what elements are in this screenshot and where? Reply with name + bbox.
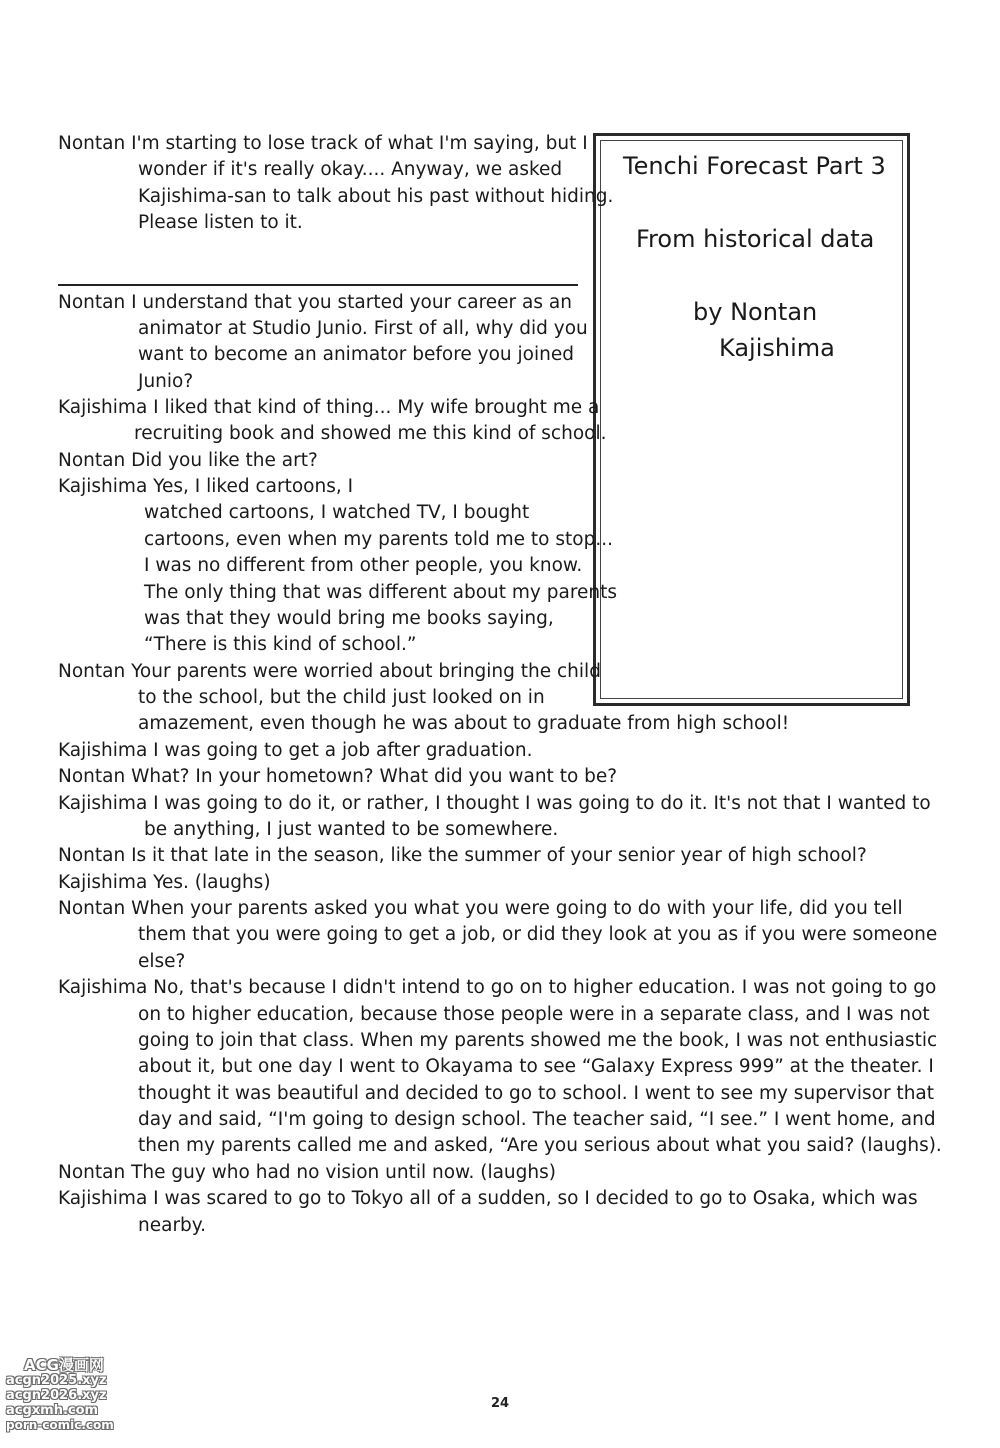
text-line-7: want to become an animator before you joined bbox=[138, 344, 574, 365]
watermark-line-3: acgn2026.xyz bbox=[6, 1388, 107, 1403]
text-line-12: Kajishima Yes, I liked cartoons, I bbox=[58, 476, 354, 497]
text-line-39: Kajishima I was scared to go to Tokyo all of a sudden, so I decided to go to Osaka, which was bbox=[58, 1188, 918, 1209]
text-line-1: Nontan I'm starting to lose track of what I'm saying, but I bbox=[58, 133, 588, 154]
title-line-2: From historical data bbox=[636, 225, 875, 253]
watermark-line-2: acgn2025.xyz bbox=[6, 1373, 107, 1388]
text-line-36: day and said, “I'm going to design school. The teacher said, “I see.” I went home, and bbox=[138, 1109, 936, 1130]
title-line-1: Tenchi Forecast Part 3 bbox=[623, 152, 886, 180]
text-line-9: Kajishima I liked that kind of thing... My wife brought me a bbox=[58, 397, 600, 418]
title-line-4: Kajishima bbox=[719, 334, 835, 362]
text-line-38: Nontan The guy who had no vision until now. (laughs) bbox=[58, 1162, 556, 1183]
text-line-18: “There is this kind of school.” bbox=[144, 634, 417, 655]
text-line-17: was that they would bring me books saying, bbox=[144, 608, 554, 629]
text-line-35: thought it was beautiful and decided to go to school. I went to see my supervisor that bbox=[138, 1083, 935, 1104]
title-box bbox=[593, 133, 910, 706]
text-line-19: Nontan Your parents were worried about bringing the child bbox=[58, 661, 601, 682]
text-line-4: Please listen to it. bbox=[138, 212, 303, 233]
text-line-6: animator at Studio Junio. First of all, why did you bbox=[138, 318, 588, 339]
text-line-27: Kajishima Yes. (laughs) bbox=[58, 872, 271, 893]
watermark bbox=[2, 1358, 150, 1442]
watermark-line-4: acgxmh.com bbox=[6, 1403, 99, 1418]
text-line-3: Kajishima-san to talk about his past without hiding. bbox=[138, 186, 614, 207]
text-line-34: about it, but one day I went to Okayama to see “Galaxy Express 999” at the theater. I bbox=[138, 1056, 934, 1077]
text-line-32: on to higher education, because those people were in a separate class, and I was not bbox=[138, 1004, 930, 1025]
text-line-24: Kajishima I was going to do it, or rather, I thought I was going to do it. It's not that I wanted to bbox=[58, 793, 931, 814]
text-line-5: Nontan I understand that you started your career as an bbox=[58, 292, 572, 313]
text-line-16: The only thing that was different about my parents bbox=[144, 582, 618, 603]
text-line-10: recruiting book and showed me this kind of school. bbox=[134, 423, 607, 444]
watermark-line-1: ACG漫画网 bbox=[24, 1356, 104, 1374]
text-line-11: Nontan Did you like the art? bbox=[58, 450, 318, 471]
text-line-2: wonder if it's really okay.... Anyway, we asked bbox=[138, 159, 563, 180]
text-line-31: Kajishima No, that's because I didn't intend to go on to higher education. I was not going to go bbox=[58, 977, 937, 998]
watermark-line-5: porn-comic.com bbox=[6, 1418, 114, 1432]
text-line-37: then my parents called me and asked, “Are you serious about what you said? (laughs). bbox=[138, 1135, 942, 1156]
text-line-15: I was no different from other people, you know. bbox=[144, 555, 583, 576]
text-line-30: else? bbox=[138, 951, 186, 972]
text-line-40: nearby. bbox=[138, 1215, 206, 1236]
text-line-14: cartoons, even when my parents told me to stop... bbox=[144, 529, 613, 550]
text-line-33: going to join that class. When my parents showed me the book, I was not enthusiastic bbox=[138, 1030, 938, 1051]
title-line-3: by Nontan bbox=[693, 298, 818, 326]
text-line-28: Nontan When your parents asked you what you were going to do with your life, did you tell bbox=[58, 898, 903, 919]
text-line-8: Junio? bbox=[138, 371, 194, 392]
text-line-21: amazement, even though he was about to graduate from high school! bbox=[138, 713, 790, 734]
text-line-20: to the school, but the child just looked on in bbox=[138, 687, 545, 708]
text-line-13: watched cartoons, I watched TV, I bought bbox=[144, 502, 530, 523]
text-line-25: be anything, I just wanted to be somewhere. bbox=[144, 819, 559, 840]
text-line-22: Kajishima I was going to get a job after graduation. bbox=[58, 740, 533, 761]
text-line-26: Nontan Is it that late in the season, like the summer of your senior year of high school? bbox=[58, 845, 867, 866]
text-line-23: Nontan What? In your hometown? What did you want to be? bbox=[58, 766, 618, 787]
section-divider bbox=[58, 284, 578, 286]
text-line-29: them that you were going to get a job, or did they look at you as if you were someone bbox=[138, 924, 938, 945]
page-number: 24 bbox=[490, 1396, 510, 1411]
